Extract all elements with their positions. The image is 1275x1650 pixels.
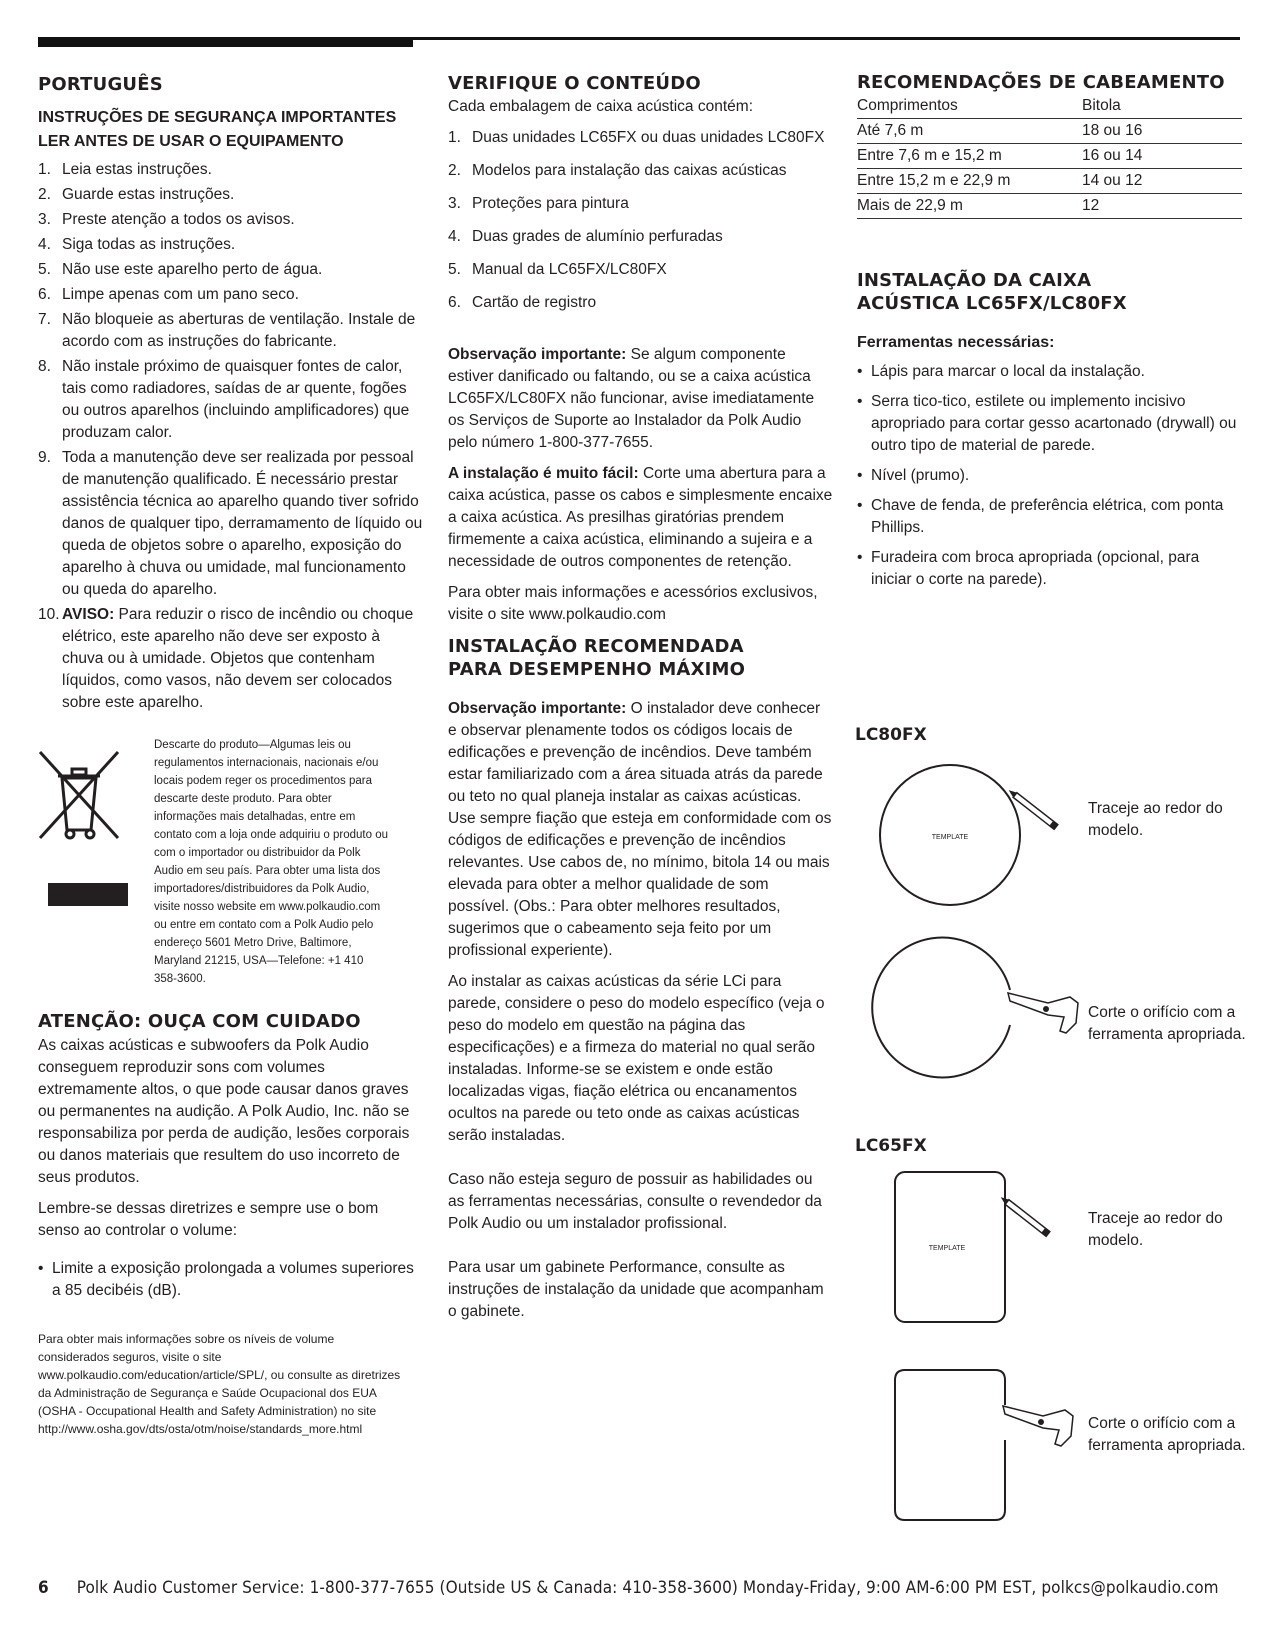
lc65-cut-caption: Corte o orifício com a ferramenta apropriada. [1088, 1415, 1246, 1454]
list-number: 1. [38, 161, 51, 178]
safety-heading [38, 106, 423, 154]
list-item [857, 361, 1242, 383]
tools-list [857, 361, 1242, 591]
easy-label: A instalação é muito fácil: [448, 465, 639, 482]
list-item-text: Modelos para instalação das caixas acústicas [472, 162, 787, 179]
list-item [38, 284, 423, 306]
bullet-icon: • [38, 1260, 44, 1277]
list-item [857, 547, 1242, 591]
lc80-trace-figure [880, 765, 1080, 915]
list-item-text: Preste atenção a todos os avisos. [62, 211, 295, 228]
footer-text: Polk Audio Customer Service: 1-800-377-7655 (Outside US & Canada: 410-358-3600) Monday-Friday, 9:00 AM-6:00 PM EST, polkcs@polkaudio.com [76, 1578, 1219, 1598]
tool-text: Furadeira com broca apropriada (opcional, para iniciar o corte na parede). [871, 549, 1200, 588]
safety-heading-line-1: INSTRUÇÕES DE SEGURANÇA IMPORTANTES [38, 109, 397, 126]
lc65-trace-caption: Traceje ao redor do modelo. [1088, 1210, 1223, 1249]
tool-text: Nível (prumo). [871, 467, 970, 484]
lc80-label: LC80FX [855, 725, 927, 745]
table-row [857, 169, 1242, 194]
list-item-text: Não instale próximo de quaisquer fontes de calor, tais como radiadores, saídas de ar quente, fogões ou outros aparelhos (incluindo amplificadores) que produzam calor. [62, 358, 410, 441]
easy-install-note [448, 463, 833, 573]
attention-heading: ATENÇÃO: OUÇA COM CUIDADO [38, 1011, 361, 1032]
bullet-icon: • [857, 549, 863, 566]
list-item-text: Guarde estas instruções. [62, 186, 235, 203]
table-row [857, 144, 1242, 169]
list-item-text: Proteções para pintura [472, 195, 629, 212]
weee-bin-icon [38, 750, 120, 900]
important-note [448, 344, 833, 454]
list-item [38, 259, 423, 281]
list-number: 6. [38, 286, 51, 303]
list-item [448, 259, 833, 281]
table-cell: 12 [1082, 194, 1242, 219]
lc65-cut-figure [895, 1370, 1095, 1530]
remember-text: Lembre-se dessas diretrizes e sempre use o bom senso ao controlar o volume: [38, 1200, 379, 1239]
bullet-icon: • [857, 393, 863, 410]
table-cell: Mais de 22,9 m [857, 194, 1082, 219]
install-heading-line-2: ACÚSTICA LC65FX/LC80FX [857, 293, 1127, 314]
list-item [448, 292, 833, 314]
table-cell: Entre 7,6 m e 15,2 m [857, 144, 1082, 169]
list-item-text: Cartão de registro [472, 294, 597, 311]
column-left [38, 70, 423, 1436]
column-middle [448, 70, 833, 1323]
list-number: 4. [448, 228, 461, 245]
check-heading: VERIFIQUE O CONTEÚDO [448, 73, 701, 94]
table-cell: Entre 15,2 m e 22,9 m [857, 169, 1082, 194]
tool-text: Lápis para marcar o local da instalação. [871, 363, 1145, 380]
list-item-text: Leia estas instruções. [62, 161, 212, 178]
note-label: Observação importante: [448, 346, 627, 363]
pencil-icon [999, 1195, 1050, 1237]
lc80-trace-caption: Traceje ao redor do modelo. [1088, 800, 1223, 839]
tool-text: Chave de fenda, de preferência elétrica, com ponta Phillips. [871, 497, 1224, 536]
cable-heading: RECOMENDAÇÕES DE CABEAMENTO [857, 72, 1225, 93]
list-item [857, 465, 1242, 487]
list-item [38, 447, 423, 601]
table-cell: Até 7,6 m [857, 119, 1082, 144]
note-text: Se algum componente estiver danificado ou faltando, ou se a caixa acústica LC65FX/LC80FX não funcionar, avise imediatamente os Serviços de Suporte ao Instalador da Polk Audio pelo número 1-800-377-7655. [448, 346, 815, 451]
list-item-text: Não use este aparelho perto de água. [62, 261, 323, 278]
lc65-trace-figure [895, 1172, 1095, 1332]
list-item [448, 127, 833, 149]
jigsaw-icon [1003, 1406, 1073, 1446]
table-row [857, 194, 1242, 219]
disposal-text: Descarte do produto—Algumas leis ou regulamentos internacionais, nacionais e/ou locais podem reger os procedimentos para descarte deste produto. Para obter informações mais detalhadas, entre em contato com a loja onde adquiriu o produto ou com o importador ou distribuidor da Polk Audio em seu país. Para obter uma lista dos importadores/distribuidores da Polk Audio, visite nosso website em www.polkaudio.com ou entre em contato com a Polk Audio pelo endereço 5601 Metro Drive, Baltimore, Maryland 21215, USA—Telefone: +1 410 358-3600. [154, 739, 388, 985]
list-item [38, 309, 423, 353]
rec-note-text: O instalador deve conhecer e observar plenamente todos os códigos locais de edificações e prevenção de incêndios. Deve também estar familiarizado com a área situada atrás da parede ou teto no qual planeja instalar as caixas acústicas. Use sempre fiação que esteja em conformidade com os códigos de edificações e prevenção de incêndios relevantes. Use cabos de, no mínimo, bitola 14 ou mais elevada para obter a melhor qualidade de som possível. (Obs.: Para obter melhores resultados, sugerimos que o cabeamento seja feito por um profissional experiente). [448, 700, 832, 959]
list-number: 7. [38, 311, 51, 328]
list-number: 3. [448, 195, 461, 212]
list-number: 2. [38, 186, 51, 203]
check-intro: Cada embalagem de caixa acústica contém: [448, 98, 753, 115]
recommended-note [448, 698, 833, 962]
safety-list [38, 159, 423, 601]
more-info-text: Para obter mais informações sobre os níveis de volume considerados seguros, visite o site www.polkaudio.com/education/article/SPL/, ou consulte as diretrizes da Administração de Segurança e Saúde Ocupacional dos EUA (OSHA - Occupational Health and Safety Administration) no site http://www.osha.gov/dts/osta/otm/noise/standards_more.html [38, 1332, 401, 1436]
list-number: 3. [38, 211, 51, 228]
recommended-heading-line-1: INSTALAÇÃO RECOMENDADA [448, 636, 744, 657]
list-item-text: Limpe apenas com um pano seco. [62, 286, 299, 303]
lc80-cut-figure [880, 935, 1080, 1085]
list-number: 6. [448, 294, 461, 311]
column-right [857, 70, 1242, 599]
table-header: Comprimentos [857, 94, 1082, 119]
list-item [448, 193, 833, 215]
top-rule-accent [38, 37, 413, 47]
lc80-cut-caption: Corte o orifício com a ferramenta apropriada. [1088, 1004, 1246, 1043]
safety-heading-line-2: LER ANTES DE USAR O EQUIPAMENTO [38, 133, 344, 150]
list-item-text: Duas grades de alumínio perfuradas [472, 228, 723, 245]
rec-note-label: Observação importante: [448, 700, 627, 717]
limit-list [38, 1258, 423, 1302]
table-header: Bitola [1082, 94, 1242, 119]
list-number: 5. [448, 261, 461, 278]
page-footer [38, 1578, 1219, 1598]
bullet-icon: • [857, 497, 863, 514]
list-item [857, 391, 1242, 457]
install-heading-line-1: INSTALAÇÃO DA CAIXA [857, 270, 1092, 291]
list-number: 8. [38, 358, 51, 375]
list-item [38, 356, 423, 444]
list-item-text: Não bloqueie as aberturas de ventilação. Instale de acordo com as instruções do fabricante. [62, 311, 416, 350]
list-item [38, 159, 423, 181]
list-number: 1. [448, 129, 461, 146]
list-item-text: Duas unidades LC65FX ou duas unidades LC80FX [472, 129, 825, 146]
table-cell: 14 ou 12 [1082, 169, 1242, 194]
template-text: TEMPLATE [928, 1245, 966, 1252]
tools-heading: Ferramentas necessárias: [857, 334, 1055, 351]
cable-table [857, 94, 1242, 219]
visit-text: Para obter mais informações e acessórios exclusivos, visite o site www.polkaudio.com [448, 584, 818, 623]
list-item [38, 234, 423, 256]
unsure-text: Caso não esteja seguro de possuir as habilidades ou as ferramentas necessárias, consulte o revendedor da Polk Audio ou um instalador profissional. [448, 1171, 822, 1232]
warning-label: AVISO: [62, 606, 115, 623]
table-cell: 18 ou 16 [1082, 119, 1242, 144]
recommended-heading-line-2: PARA DESEMPENHO MÁXIMO [448, 659, 746, 680]
recommended-heading [448, 635, 833, 681]
weight-text: Ao instalar as caixas acústicas da série LCi para parede, considere o peso do modelo específico (veja o peso do modelo em questão na página das especificações) e a firmeza do material no qual serão instaladas. Informe-se se existem e onde estão localizadas vigas, fiação elétrica ou encanamentos ocultos na parede ou teto onde as caixas acústicas serão instaladas. [448, 973, 825, 1144]
list-item-text: Siga todas as instruções. [62, 236, 236, 253]
list-item [448, 226, 833, 248]
list-item [38, 184, 423, 206]
list-item [448, 160, 833, 182]
list-item-text: Manual da LC65FX/LC80FX [472, 261, 667, 278]
list-number: 10. [38, 606, 60, 623]
table-row [857, 119, 1242, 144]
list-number: 9. [38, 449, 51, 466]
table-cell: 16 ou 14 [1082, 144, 1242, 169]
install-heading [857, 269, 1242, 315]
check-list [448, 127, 833, 314]
page-number: 6 [38, 1578, 49, 1598]
list-item [38, 209, 423, 231]
list-number: 5. [38, 261, 51, 278]
lc65-label: LC65FX [855, 1136, 927, 1156]
list-item-text: Toda a manutenção deve ser realizada por pessoal de manutenção qualificado. É necessário prestar assistência técnica ao aparelho quando tiver sofrido danos de qualquer tipo, derramamento de líquido ou queda de objetos sobre o aparelho, exposição do aparelho à chuva ou umidade, mal funcionamento ou queda do aparelho. [62, 449, 423, 598]
safety-list-item-10 [38, 604, 423, 714]
list-number: 4. [38, 236, 51, 253]
tool-text: Serra tico-tico, estilete ou implemento incisivo apropriado para cortar gesso acartonado (drywall) ou outro tipo de material de parede. [871, 393, 1237, 454]
list-number: 2. [448, 162, 461, 179]
cabinet-text: Para usar um gabinete Performance, consulte as instruções de instalação da unidade que acompanham o gabinete. [448, 1259, 824, 1320]
jigsaw-icon [1008, 993, 1078, 1033]
limit-bullet-text: Limite a exposição prolongada a volumes superiores a 85 decibéis (dB). [52, 1260, 414, 1299]
bullet-icon: • [857, 363, 863, 380]
language-title: PORTUGUÊS [38, 74, 163, 95]
list-item [857, 495, 1242, 539]
template-text: TEMPLATE [931, 834, 969, 841]
attention-text: As caixas acústicas e subwoofers da Polk Audio conseguem reproduzir sons com volumes extremamente altos, o que pode causar danos graves ou permanentes na audição. A Polk Audio, Inc. não se responsabiliza por perda de audição, lesões corporais ou danos materiais que resultem do uso incorreto de seus produtos. [38, 1037, 410, 1186]
warning-text: Para reduzir o risco de incêndio ou choque elétrico, este aparelho não deve ser exposto à chuva ou à umidade. Objetos que contenham líquidos, como vasos, não devem ser colocados sobre este aparelho. [62, 606, 414, 711]
easy-text: Corte uma abertura para a caixa acústica, passe os cabos e simplesmente encaixe a caixa acústica. As presilhas giratórias prendem firmemente a caixa acústica, eliminando a sujeira e a necessidade de outros componentes de retenção. [448, 465, 833, 570]
bullet-icon: • [857, 467, 863, 484]
